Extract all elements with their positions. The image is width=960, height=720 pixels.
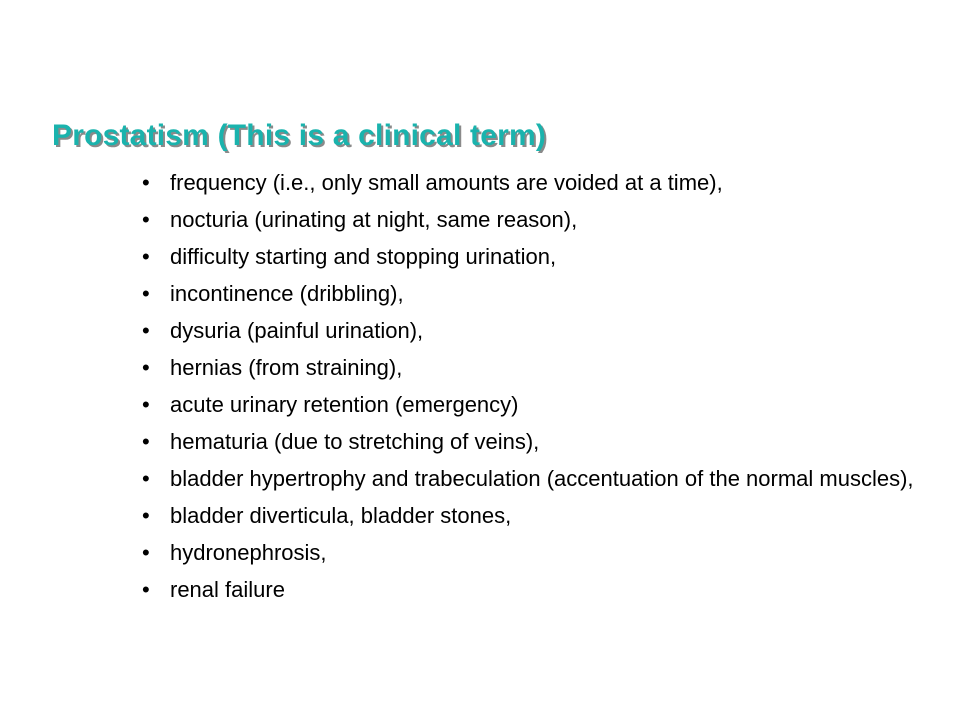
bullet-text: hernias (from straining), (170, 355, 403, 380)
bullet-icon: • (142, 244, 150, 269)
list-item (142, 577, 922, 603)
list-item (142, 207, 922, 233)
list-item (142, 392, 922, 418)
bullet-text: bladder hypertrophy and trabeculation (accentuation of the normal muscles), (170, 466, 914, 491)
bullet-text: frequency (i.e., only small amounts are voided at a time), (170, 170, 723, 195)
bullet-list (142, 170, 922, 614)
bullet-icon: • (142, 392, 150, 417)
list-item (142, 429, 922, 455)
bullet-text: hematuria (due to stretching of veins), (170, 429, 540, 454)
list-item (142, 318, 922, 344)
bullet-icon: • (142, 170, 150, 195)
list-item (142, 244, 922, 270)
bullet-text: nocturia (urinating at night, same reason), (170, 207, 578, 232)
bullet-icon: • (142, 466, 150, 491)
bullet-icon: • (142, 503, 150, 528)
bullet-text: difficulty starting and stopping urination, (170, 244, 557, 269)
list-item (142, 503, 922, 529)
bullet-text: bladder diverticula, bladder stones, (170, 503, 512, 528)
list-item (142, 170, 922, 196)
list-item (142, 466, 922, 492)
list-item (142, 355, 922, 381)
bullet-text: incontinence (dribbling), (170, 281, 404, 306)
bullet-text: acute urinary retention (emergency) (170, 392, 519, 417)
bullet-icon: • (142, 318, 150, 343)
bullet-text: hydronephrosis, (170, 540, 327, 565)
bullet-text: renal failure (170, 577, 285, 602)
bullet-icon: • (142, 429, 150, 454)
bullet-icon: • (142, 207, 150, 232)
bullet-icon: • (142, 577, 150, 602)
bullet-icon: • (142, 355, 150, 380)
bullet-icon: • (142, 281, 150, 306)
list-item (142, 281, 922, 307)
slide-title: Prostatism (This is a clinical term) (52, 119, 547, 152)
bullet-icon: • (142, 540, 150, 565)
bullet-text: dysuria (painful urination), (170, 318, 424, 343)
list-item (142, 540, 922, 566)
